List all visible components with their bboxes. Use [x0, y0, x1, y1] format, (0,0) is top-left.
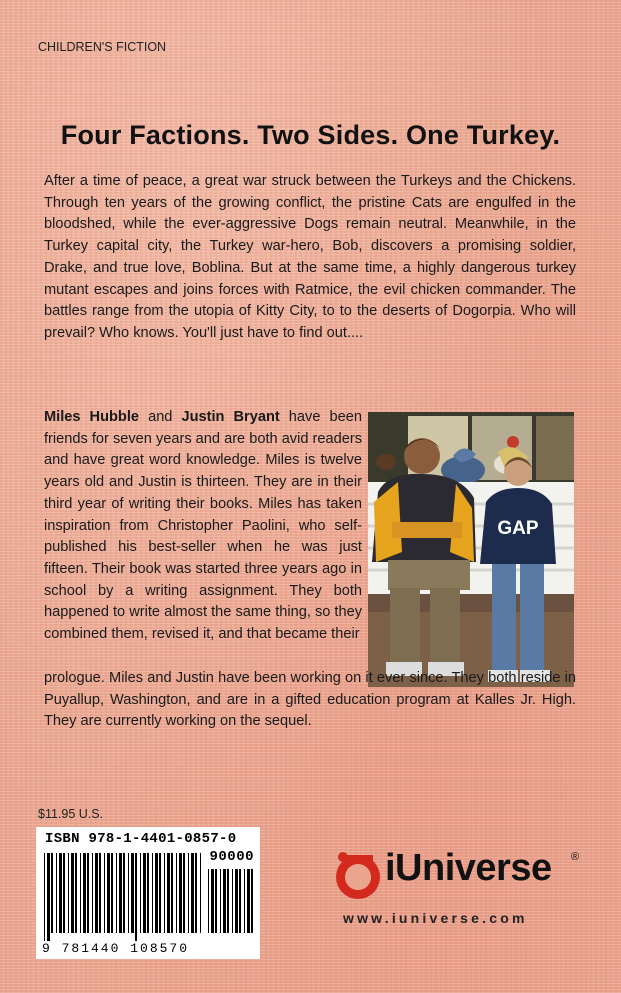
barcode-bar [247, 869, 250, 933]
author-photo-image [368, 412, 574, 687]
registered-mark: ® [571, 851, 580, 863]
addon-bars [208, 869, 254, 941]
barcode-bar [155, 853, 158, 933]
barcode-bar [68, 853, 69, 933]
barcode-bar [232, 869, 233, 933]
barcode-bar [191, 853, 194, 933]
barcode-bar [227, 869, 229, 933]
barcode-bar [111, 853, 113, 933]
barcode-bar [59, 853, 62, 933]
barcode-bar [171, 853, 173, 933]
barcode-bar [128, 853, 129, 933]
barcode-bar [215, 869, 217, 933]
publisher-logo [333, 845, 583, 905]
author-bio-continued: prologue. Miles and Justin have been working on it ever since. They both reside in Puyallup, Washington, and are in a gifted education program at Kalles Jr. High. They are currently working on the sequel. [44, 670, 576, 730]
barcode-bar [200, 853, 201, 933]
synopsis-paragraph: After a time of peace, a great war struck between the Turkeys and the Chickens. Through ten years of the growing conflict, the pristine Cats are engulfed in the bloodshed, while the ever-aggressive Dogs remain neutral. Meanwhile, in the Turkey capital city, the Turkey war-hero, Bob, discovers a promising soldier, Drake, and true love, Boblina. But at the same time, a highly dangerous turkey mutant escapes and joins forces with Ratmice, the evil chicken commander. The battles range from the utopia of Kitty City, to to the deserts of Dogorpia. Who will prevail? Who knows. You'll just have to find out.... [44, 173, 576, 341]
category-label: CHILDREN'S FICTION [38, 40, 167, 54]
iuniverse-logo-icon [333, 845, 383, 901]
barcode-bar [131, 853, 134, 933]
barcode-bar [51, 853, 53, 933]
barcode-bar [179, 853, 182, 933]
publisher-name: iUniverse [385, 847, 552, 889]
isbn-number: ISBN 978-1-4401-0857-0 [45, 831, 237, 847]
barcode-bar [47, 853, 50, 941]
ean-digits: 9 781440 108570 [42, 941, 190, 956]
barcode-bar [235, 869, 238, 933]
author-photo [368, 412, 574, 687]
price-code: 90000 [209, 849, 254, 865]
barcode-bar [164, 853, 165, 933]
barcode-bar [104, 853, 105, 933]
barcode-bar [147, 853, 149, 933]
barcode-bar [251, 869, 253, 933]
barcode-bar [143, 853, 146, 933]
publisher-website: www.iuniverse.com [343, 910, 528, 926]
barcode-bar [211, 869, 214, 933]
barcode-bar [159, 853, 161, 933]
barcode-bar [56, 853, 57, 933]
barcode-bar [167, 853, 170, 933]
barcode-bar [188, 853, 189, 933]
author-name: Miles Hubble [44, 409, 140, 425]
barcode-bar [71, 853, 74, 933]
barcode-bar [92, 853, 93, 933]
barcode-bar [152, 853, 153, 933]
barcode-bar [99, 853, 101, 933]
barcode-bar [95, 853, 98, 933]
barcode-bar [116, 853, 117, 933]
barcode-bar [107, 853, 110, 933]
barcode-bar [239, 869, 241, 933]
sweatshirt-logo: GAP [497, 518, 539, 539]
barcode-bar [195, 853, 197, 933]
author-bio [44, 407, 362, 646]
barcode-bar [183, 853, 185, 933]
barcode-bar [223, 869, 226, 933]
bio-conjunction: and [139, 409, 182, 425]
ean-bars [44, 853, 204, 941]
barcode-bar [80, 853, 81, 933]
author-name: Justin Bryant [181, 409, 280, 425]
headline: Four Factions. Two Sides. One Turkey. [60, 120, 561, 150]
barcode-bar [220, 869, 221, 933]
bio-text: have been friends for seven years and are both avid readers and have great word knowledge. Miles is twelve years old and Justin is thirteen. They are in their third year of writing their books. Miles has taken inspiration from Christopher Paolini, who self-published his best-seller when he was just fifteen. Their book was started three years ago in school by a writing assignment. They both happened to write almost the same thing, so they combined them, revised it, and that became their [44, 409, 363, 643]
barcode-bar [75, 853, 77, 933]
barcode-bar [83, 853, 86, 933]
barcode-bar [140, 853, 141, 933]
barcode-bar [44, 853, 45, 941]
isbn-barcode [36, 827, 260, 959]
barcode-bar [244, 869, 245, 933]
barcode-bar [135, 853, 137, 941]
barcode-bar [87, 853, 89, 933]
barcode-bar [63, 853, 65, 933]
barcode-bar [123, 853, 125, 933]
barcode-bar [208, 869, 209, 933]
price-label: $11.95 U.S. [38, 807, 104, 821]
barcode-bar [176, 853, 177, 933]
barcode-bar [119, 853, 122, 933]
